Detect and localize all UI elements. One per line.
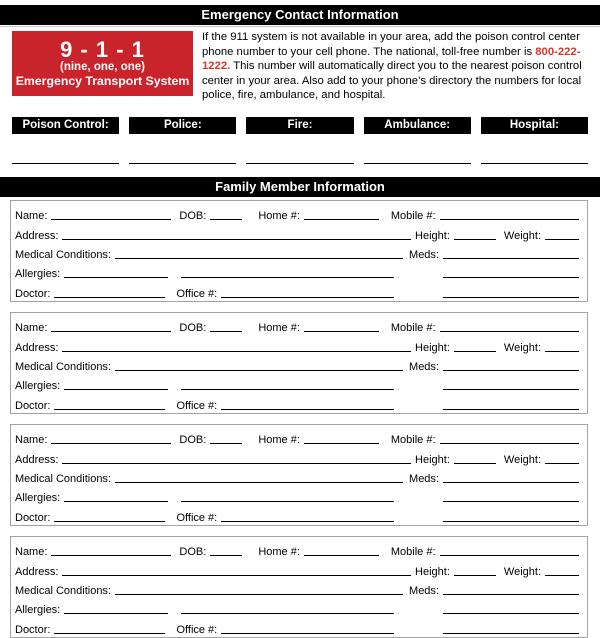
doctor-label: Doctor: [15,287,51,300]
contact-label-hospital: Hospital: [481,117,588,134]
mobile-phone-label: Mobile #: [390,546,436,559]
name-blank-line[interactable] [51,555,171,556]
allergies-blank-line-2[interactable] [181,501,394,502]
address-label: Address: [15,229,59,242]
dob-blank-line[interactable] [210,331,242,332]
member-row-doctor [15,281,579,300]
meds-blank-line-2[interactable] [443,389,579,390]
mobile-phone-label: Mobile #: [390,434,436,447]
allergies-blank-line[interactable] [64,277,168,278]
family-member-card [10,424,588,526]
allergies-blank-line[interactable] [64,389,168,390]
family-member-card [10,200,588,302]
member-row-name [15,428,579,447]
dob-blank-line[interactable] [210,219,242,220]
office-phone-label: Office #: [176,511,218,524]
member-row-allergies [15,486,579,505]
allergies-blank-line[interactable] [64,501,168,502]
height-label: Height: [415,341,450,354]
height-blank-line[interactable] [454,463,496,464]
meds-label: Meds: [409,584,439,597]
allergies-label: Allergies: [15,604,61,617]
name-label: Name: [15,546,48,559]
home-phone-label: Home #: [258,210,300,223]
office-phone-label: Office #: [176,623,218,636]
doctor-blank-line[interactable] [54,633,165,634]
mobile-phone-label: Mobile #: [390,322,436,335]
address-label: Address: [15,341,59,354]
allergies-blank-line-2[interactable] [181,613,394,614]
dob-blank-line[interactable] [210,443,242,444]
home-phone-blank-line[interactable] [304,555,379,556]
family-section-title: Family Member Information [0,177,600,197]
member-row-name [15,540,579,559]
medical-conditions-label: Medical Conditions: [15,248,111,261]
contact-label-ambulance: Ambulance: [364,117,471,134]
office-phone-blank-line[interactable] [221,633,394,634]
contact-label-row [12,117,588,134]
member-row-allergies [15,374,579,393]
office-phone-blank-line[interactable] [221,409,394,410]
meds-blank-line[interactable] [443,594,579,595]
doctor-blank-line[interactable] [54,409,165,410]
height-blank-line[interactable] [454,239,496,240]
meds-blank-line-3[interactable] [443,297,579,298]
name-label: Name: [15,210,48,223]
instructions-text [202,30,592,103]
home-phone-blank-line[interactable] [304,331,379,332]
contact-write-in-row [12,134,588,164]
mobile-phone-blank-line[interactable] [440,331,579,332]
medical-conditions-blank-line[interactable] [115,258,403,259]
meds-blank-line-2[interactable] [443,277,579,278]
member-row-doctor [15,505,579,524]
doctor-blank-line[interactable] [54,297,165,298]
contact-label-police: Police: [129,117,236,134]
dob-label: DOB: [179,434,207,447]
address-label: Address: [15,453,59,466]
member-row-address [15,223,579,242]
medical-conditions-blank-line[interactable] [115,370,403,371]
page-title: Emergency Contact Information [0,5,600,25]
poison-control-write-in-line[interactable] [12,134,119,164]
weight-label: Weight: [503,453,541,466]
allergies-label: Allergies: [15,380,61,393]
medical-conditions-label: Medical Conditions: [15,360,111,373]
height-blank-line[interactable] [454,351,496,352]
contact-label-poison-control: Poison Control: [12,117,119,134]
instructions-after-phone: This number will automatically direct you to the nearest poison control center in your area. Also add to your phone’s directory the numbers for local police, fire, ambulance, and hospital. [202,60,582,102]
doctor-label: Doctor: [15,511,51,524]
meds-label: Meds: [409,360,439,373]
mobile-phone-label: Mobile #: [390,210,436,223]
home-phone-blank-line[interactable] [304,443,379,444]
instructions-before-phone: If the 911 system is not available in your area, add the poison control center phone number to your cell phone. The national, toll-free number is [202,31,580,58]
dob-blank-line[interactable] [210,555,242,556]
title-shadow-line [0,26,600,27]
poison-control-phone-number: 800-222-1222. [202,45,581,73]
home-phone-label: Home #: [258,322,300,335]
meds-label: Meds: [409,472,439,485]
name-blank-line[interactable] [51,219,171,220]
address-blank-line[interactable] [62,575,411,576]
member-row-address [15,335,579,354]
office-phone-blank-line[interactable] [221,521,394,522]
allergies-blank-line-2[interactable] [181,277,394,278]
weight-label: Weight: [503,565,541,578]
meds-blank-line-3[interactable] [443,409,579,410]
dob-label: DOB: [179,322,207,335]
member-row-doctor [15,617,579,636]
name-blank-line[interactable] [51,443,171,444]
member-row-medical [15,579,579,598]
meds-blank-line-2[interactable] [443,613,579,614]
home-phone-label: Home #: [258,434,300,447]
address-blank-line[interactable] [62,463,411,464]
weight-blank-line[interactable] [545,351,579,352]
member-row-name [15,316,579,335]
meds-blank-line-2[interactable] [443,501,579,502]
office-phone-label: Office #: [176,399,218,412]
911-pronunciation: (nine, one, one) [60,61,145,73]
911-system-name: Emergency Transport System [15,74,190,88]
doctor-blank-line[interactable] [54,521,165,522]
allergies-blank-line-2[interactable] [181,389,394,390]
contact-label-fire: Fire: [246,117,353,134]
member-row-allergies [15,598,579,617]
meds-blank-line-3[interactable] [443,521,579,522]
medical-conditions-label: Medical Conditions: [15,584,111,597]
member-row-medical [15,243,579,262]
fire-write-in-line[interactable] [246,134,353,164]
height-blank-line[interactable] [454,575,496,576]
name-label: Name: [15,434,48,447]
address-label: Address: [15,565,59,578]
weight-blank-line[interactable] [545,575,579,576]
member-row-allergies [15,262,579,281]
medical-conditions-blank-line[interactable] [115,482,403,483]
member-row-address [15,559,579,578]
height-label: Height: [415,565,450,578]
meds-blank-line[interactable] [443,370,579,371]
intro-section [12,31,592,103]
home-phone-blank-line[interactable] [304,219,379,220]
doctor-label: Doctor: [15,399,51,412]
allergies-blank-line[interactable] [64,613,168,614]
hospital-write-in-line[interactable] [481,134,588,164]
meds-blank-line-3[interactable] [443,633,579,634]
mobile-phone-blank-line[interactable] [440,443,579,444]
member-row-doctor [15,393,579,412]
weight-label: Weight: [503,341,541,354]
member-row-medical [15,467,579,486]
office-phone-blank-line[interactable] [221,297,394,298]
allergies-label: Allergies: [15,492,61,505]
member-row-medical [15,355,579,374]
meds-blank-line[interactable] [443,258,579,259]
911-badge [12,31,193,96]
police-write-in-line[interactable] [129,134,236,164]
weight-blank-line[interactable] [545,239,579,240]
family-member-list [10,200,588,638]
mobile-phone-blank-line[interactable] [440,555,579,556]
ambulance-write-in-line[interactable] [364,134,471,164]
doctor-label: Doctor: [15,623,51,636]
office-phone-label: Office #: [176,287,218,300]
home-phone-label: Home #: [258,546,300,559]
meds-label: Meds: [409,248,439,261]
dob-label: DOB: [179,210,207,223]
name-label: Name: [15,322,48,335]
allergies-label: Allergies: [15,268,61,281]
family-member-card [10,312,588,414]
weight-blank-line[interactable] [545,463,579,464]
address-blank-line[interactable] [62,351,411,352]
mobile-phone-blank-line[interactable] [440,219,579,220]
medical-conditions-blank-line[interactable] [115,594,403,595]
911-number: 9 - 1 - 1 [60,37,145,62]
height-label: Height: [415,453,450,466]
member-row-address [15,447,579,466]
height-label: Height: [415,229,450,242]
name-blank-line[interactable] [51,331,171,332]
medical-conditions-label: Medical Conditions: [15,472,111,485]
weight-label: Weight: [503,229,541,242]
member-row-name [15,204,579,223]
address-blank-line[interactable] [62,239,411,240]
family-member-card [10,536,588,638]
meds-blank-line[interactable] [443,482,579,483]
dob-label: DOB: [179,546,207,559]
